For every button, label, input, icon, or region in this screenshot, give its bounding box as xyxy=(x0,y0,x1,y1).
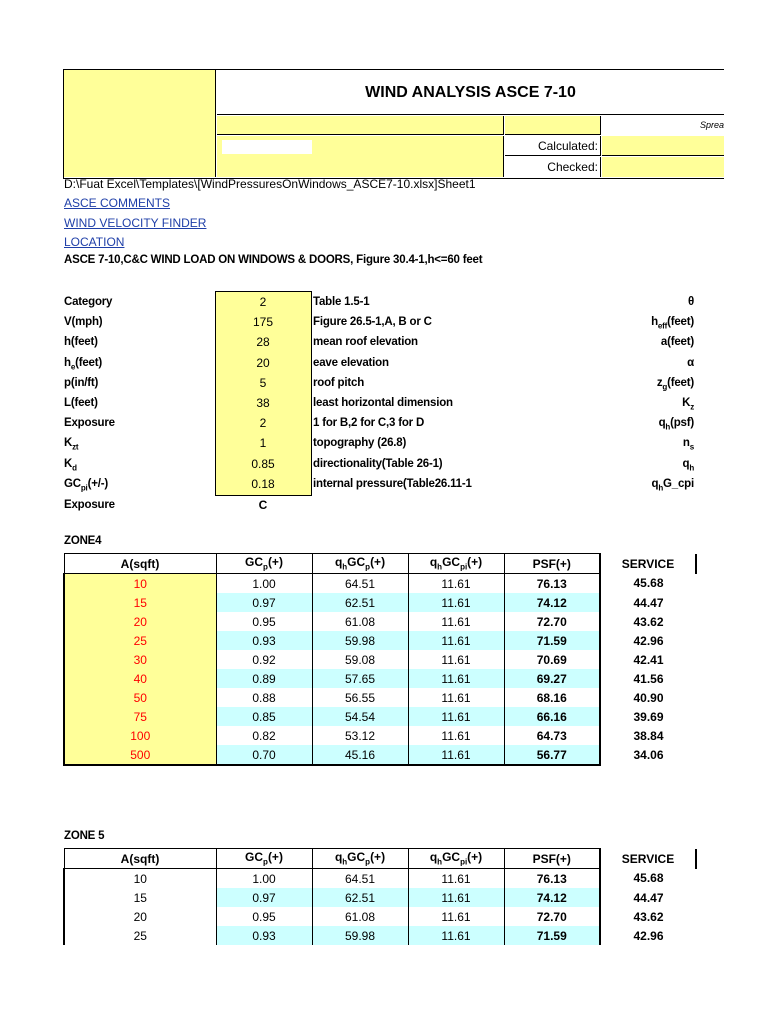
psf-cell: 74.12 xyxy=(504,888,600,907)
input-description: internal pressure(Table26.11-1 xyxy=(313,477,472,490)
input-description: Figure 26.5-1,A, B or C xyxy=(313,316,432,329)
input-description: Table 1.5-1 xyxy=(313,296,370,308)
table-row xyxy=(64,631,696,650)
input-description: directionality(Table 26-1) xyxy=(313,457,443,470)
input-label: p(in/ft) xyxy=(64,376,99,389)
area-cell[interactable]: 10 xyxy=(64,869,216,889)
qhgcp-cell: 59.98 xyxy=(312,631,408,650)
gcp-cell: 0.93 xyxy=(216,926,312,945)
area-cell[interactable]: 20 xyxy=(64,907,216,926)
input-value[interactable]: 2 xyxy=(259,295,267,309)
qhgcp-cell: 62.51 xyxy=(312,888,408,907)
service-cell: 42.96 xyxy=(633,633,664,648)
input-label: $K_{zt}$ xyxy=(64,437,79,452)
input-label: Category xyxy=(64,296,113,308)
table-row xyxy=(64,745,696,765)
psf-cell: 76.13 xyxy=(504,574,600,594)
column-header: $GC_p(+)$ xyxy=(216,849,312,869)
result-label: θ xyxy=(687,296,694,308)
spread-text: Sprea xyxy=(699,120,724,130)
checked-field[interactable] xyxy=(602,157,724,177)
input-value[interactable]: 28 xyxy=(256,335,270,350)
table-row xyxy=(64,907,696,926)
gcp-cell: 0.82 xyxy=(216,726,312,745)
area-cell[interactable]: 20 xyxy=(64,612,216,631)
gcp-cell: 1.00 xyxy=(216,574,312,594)
psf-cell: 72.70 xyxy=(504,907,600,926)
input-description: topography (26.8) xyxy=(313,437,407,450)
gcp-cell: 0.95 xyxy=(216,907,312,926)
qhgcpi-cell: 11.61 xyxy=(408,631,504,650)
psf-cell: 72.70 xyxy=(504,612,600,631)
input-label: h(feet) xyxy=(64,336,98,349)
input-value[interactable]: 0.85 xyxy=(251,456,275,471)
qhgcpi-cell: 11.61 xyxy=(408,888,504,907)
gcp-cell: 1.00 xyxy=(216,869,312,889)
table-row xyxy=(64,574,696,594)
gcp-cell: 0.97 xyxy=(216,593,312,612)
psf-cell: 71.59 xyxy=(504,631,600,650)
area-cell[interactable]: 100 xyxy=(64,726,216,745)
zone5-table xyxy=(63,848,697,945)
column-header: PSF(+) xyxy=(504,849,600,869)
input-value[interactable]: 175 xyxy=(252,315,274,330)
qhgcpi-cell: 11.61 xyxy=(408,745,504,765)
input-value[interactable]: 5 xyxy=(259,375,267,390)
area-cell[interactable]: 25 xyxy=(64,926,216,945)
input-value[interactable]: 2 xyxy=(259,416,267,431)
input-label: $GC_{pi}(+/-)$ xyxy=(64,477,108,493)
subtitle: ASCE 7-10,C&C WIND LOAD ON WINDOWS & DOORS, Figure 30.4-1,h<=60 feet xyxy=(64,254,483,266)
qhgcpi-cell: 11.61 xyxy=(408,707,504,726)
result-label: a(feet) xyxy=(660,336,694,349)
qhgcp-cell: 64.51 xyxy=(312,869,408,889)
result-label: $z_g(feet)$ xyxy=(656,376,694,392)
header-field-2[interactable] xyxy=(505,116,601,135)
header-block xyxy=(63,69,724,179)
asce-comments-link[interactable]: ASCE COMMENTS xyxy=(64,196,171,210)
psf-cell: 56.77 xyxy=(504,745,600,765)
qhgcp-cell: 53.12 xyxy=(312,726,408,745)
result-label: $h_{eff}(feet)$ xyxy=(651,316,694,331)
gcp-cell: 0.89 xyxy=(216,669,312,688)
area-cell[interactable]: 75 xyxy=(64,707,216,726)
service-cell: 43.62 xyxy=(633,614,664,629)
table-row xyxy=(64,926,696,945)
input-description: least horizontal dimension xyxy=(313,397,453,409)
psf-cell: 68.16 xyxy=(504,688,600,707)
input-description: eave elevation xyxy=(313,356,389,369)
service-cell: 45.68 xyxy=(633,576,664,591)
result-label: $q_h$ xyxy=(682,457,694,472)
psf-cell: 66.16 xyxy=(504,707,600,726)
service-cell: 41.56 xyxy=(633,671,664,686)
qhgcpi-cell: 11.61 xyxy=(408,593,504,612)
table-row xyxy=(64,593,696,612)
column-header: A(sqft) xyxy=(64,849,216,869)
service-cell: 45.68 xyxy=(633,871,664,886)
qhgcp-cell: 64.51 xyxy=(312,574,408,594)
result-label: $K_z$ xyxy=(682,397,694,412)
input-label: $h_e(feet)$ xyxy=(64,356,102,371)
psf-cell: 76.13 xyxy=(504,869,600,889)
psf-cell: 71.59 xyxy=(504,926,600,945)
file-path: D:\Fuat Excel\Templates\[WindPressuresOnWindows_ASCE7-10.xlsx]Sheet1 xyxy=(64,177,476,191)
service-cell: 42.41 xyxy=(633,652,664,667)
table-row xyxy=(64,707,696,726)
gcp-cell: 0.85 xyxy=(216,707,312,726)
qhgcpi-cell: 11.61 xyxy=(408,907,504,926)
qhgcp-cell: 62.51 xyxy=(312,593,408,612)
header-field-1[interactable] xyxy=(217,116,504,135)
wind-velocity-finder-link[interactable]: WIND VELOCITY FINDER xyxy=(64,216,207,230)
input-description: roof pitch xyxy=(313,376,365,389)
qhgcp-cell: 57.65 xyxy=(312,669,408,688)
column-header: $q_hGC_p(+)$ xyxy=(312,554,408,574)
area-cell[interactable]: 500 xyxy=(64,745,216,765)
column-header: A(sqft) xyxy=(64,554,216,574)
qhgcpi-cell: 11.61 xyxy=(408,574,504,594)
service-cell: 43.62 xyxy=(633,909,664,924)
service-cell: 39.69 xyxy=(633,709,664,724)
column-header: SERVICE xyxy=(600,554,696,574)
input-description: 1 for B,2 for C,3 for D xyxy=(313,417,425,430)
header-title: WIND ANALYSIS ASCE 7-10 xyxy=(217,70,724,115)
gcp-cell: 0.97 xyxy=(216,888,312,907)
qhgcpi-cell: 11.61 xyxy=(408,869,504,889)
qhgcp-cell: 54.54 xyxy=(312,707,408,726)
zone5-title: ZONE 5 xyxy=(64,830,105,842)
zone4-table xyxy=(63,553,697,766)
qhgcpi-cell: 11.61 xyxy=(408,926,504,945)
column-header: SERVICE xyxy=(600,849,696,869)
table-row xyxy=(64,612,696,631)
qhgcpi-cell: 11.61 xyxy=(408,688,504,707)
psf-cell: 70.69 xyxy=(504,650,600,669)
qhgcp-cell: 61.08 xyxy=(312,907,408,926)
input-value[interactable]: 20 xyxy=(256,355,270,370)
input-value[interactable]: 1 xyxy=(259,436,267,451)
service-cell: 44.47 xyxy=(633,595,664,610)
qhgcp-cell: 56.55 xyxy=(312,688,408,707)
input-label: $K_d$ xyxy=(64,457,77,472)
service-cell: 34.06 xyxy=(633,748,664,762)
gcp-cell: 0.93 xyxy=(216,631,312,650)
input-label: L(feet) xyxy=(64,397,98,409)
area-cell[interactable]: 40 xyxy=(64,669,216,688)
location-link[interactable]: LOCATION xyxy=(64,235,125,249)
exposure-label: Exposure xyxy=(64,499,115,511)
exposure-value: C xyxy=(258,498,268,512)
column-header: $GC_p(+)$ xyxy=(216,554,312,574)
area-cell[interactable]: 10 xyxy=(64,574,216,594)
calculated-label: Calculated: xyxy=(505,136,601,156)
service-cell: 44.47 xyxy=(633,890,664,905)
psf-cell: 74.12 xyxy=(504,593,600,612)
table-row xyxy=(64,669,696,688)
result-label: $q_hG\_cpi$ xyxy=(651,477,694,493)
column-header: $q_hGC_p(+)$ xyxy=(312,849,408,869)
service-cell: 38.84 xyxy=(633,728,664,743)
qhgcp-cell: 61.08 xyxy=(312,612,408,631)
header-logo-cell[interactable] xyxy=(64,70,216,177)
gcp-cell: 0.95 xyxy=(216,612,312,631)
header-white-box xyxy=(222,140,312,154)
gcp-cell: 0.92 xyxy=(216,650,312,669)
qhgcpi-cell: 11.61 xyxy=(408,726,504,745)
input-description: mean roof elevation xyxy=(313,336,418,349)
service-cell: 40.90 xyxy=(633,690,664,705)
zone4-title: ZONE4 xyxy=(64,535,102,547)
input-value[interactable]: 38 xyxy=(256,396,270,410)
qhgcpi-cell: 11.61 xyxy=(408,650,504,669)
table-row xyxy=(64,869,696,889)
gcp-cell: 0.88 xyxy=(216,688,312,707)
input-value[interactable]: 0.18 xyxy=(251,476,275,491)
area-cell[interactable]: 15 xyxy=(64,593,216,612)
table-row xyxy=(64,726,696,745)
input-label: Exposure xyxy=(64,417,115,430)
column-header: PSF(+) xyxy=(504,554,600,574)
psf-cell: 69.27 xyxy=(504,669,600,688)
qhgcp-cell: 45.16 xyxy=(312,745,408,765)
checked-label: Checked: xyxy=(505,157,601,177)
calculated-field[interactable] xyxy=(602,136,724,156)
result-label: $n_s$ xyxy=(682,437,694,452)
area-cell[interactable]: 15 xyxy=(64,888,216,907)
input-label: V(mph) xyxy=(64,316,103,329)
qhgcpi-cell: 11.61 xyxy=(408,669,504,688)
table-row xyxy=(64,688,696,707)
area-cell[interactable]: 25 xyxy=(64,631,216,650)
result-label: $q_h(psf)$ xyxy=(658,417,694,432)
qhgcpi-cell: 11.61 xyxy=(408,612,504,631)
area-cell[interactable]: 50 xyxy=(64,688,216,707)
result-label: α xyxy=(687,356,694,369)
table-row xyxy=(64,650,696,669)
column-header: $q_hGC_{pi}(+)$ xyxy=(408,849,504,869)
column-header: $q_hGC_{pi}(+)$ xyxy=(408,554,504,574)
table-row xyxy=(64,888,696,907)
qhgcp-cell: 59.08 xyxy=(312,650,408,669)
gcp-cell: 0.70 xyxy=(216,745,312,765)
area-cell[interactable]: 30 xyxy=(64,650,216,669)
psf-cell: 64.73 xyxy=(504,726,600,745)
qhgcp-cell: 59.98 xyxy=(312,926,408,945)
service-cell: 42.96 xyxy=(633,928,664,943)
